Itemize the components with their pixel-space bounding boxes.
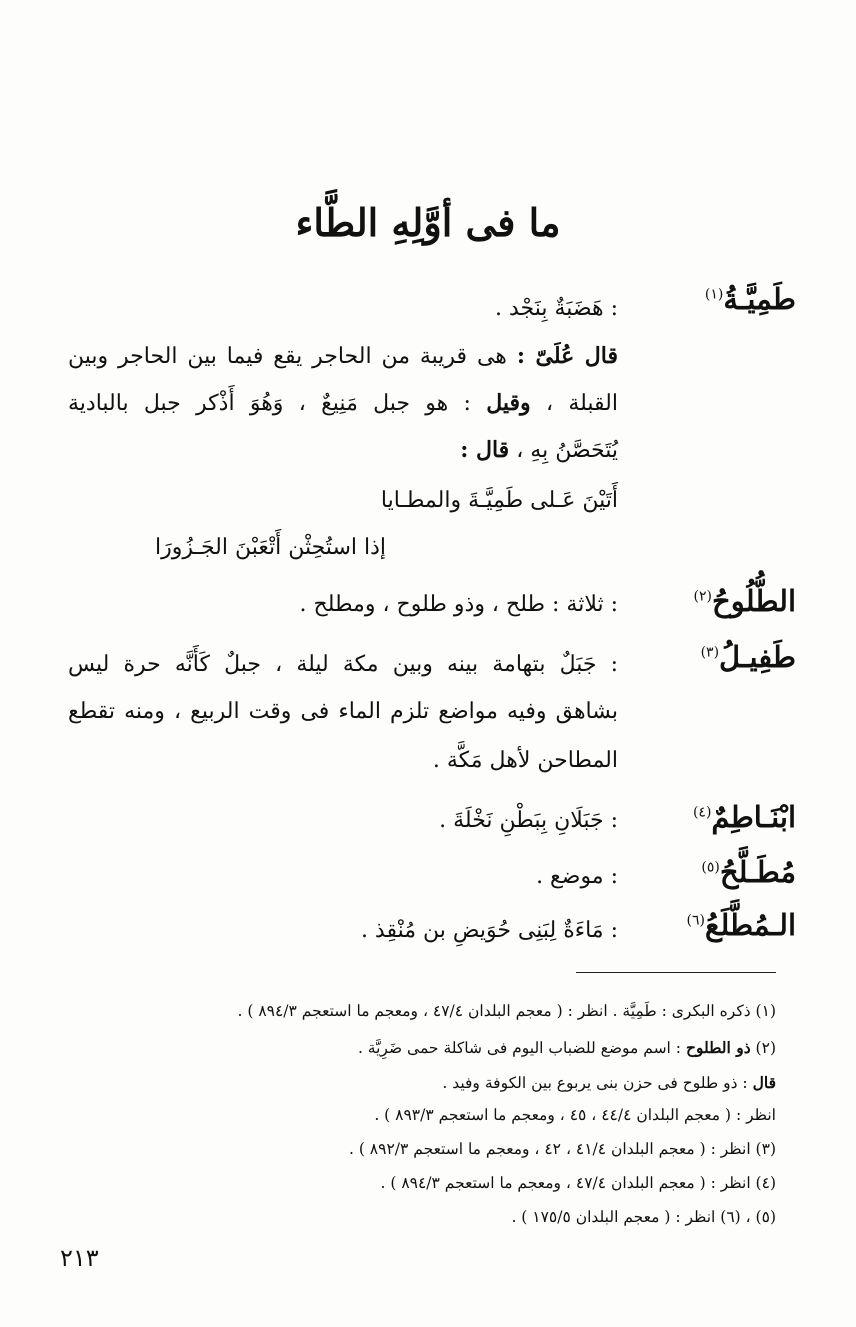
entry-text-line: المطاحن لأهل مَكَّة . bbox=[432, 748, 618, 773]
verse-hemistich-1: أَتَيْنَ عَـلى طَمِيَّـةَ والمطـايا bbox=[380, 488, 618, 513]
entry-text-line: القبلة ، وقيل : هو جبل مَنِيعٌ ، وَهُوَ أَذْكر جبل بالبادية bbox=[68, 390, 619, 416]
footnote-ref: (٤) bbox=[692, 804, 712, 821]
footnote-ref: (٢) bbox=[693, 588, 713, 605]
entry-text-line: قال عُلَىّ : هى قريبة من الحاجر يقع فيما بين الحاجر وبين bbox=[68, 343, 618, 369]
entry-headword: ابْنَـاطِمٌ$^{(٤)}$ bbox=[692, 800, 796, 834]
footnote-2-ref: انظر : ( معجم البلدان ٤٤/٤ ، ٤٥ ، ومعجم ما استعجم ٨٩٣/٣ ) . bbox=[374, 1106, 776, 1124]
footnote-2-cont: قال : ذو طلوح فى حزن بنى يربوع بين الكوفة وفيد . bbox=[442, 1073, 776, 1092]
entry-definition: : موضع . bbox=[536, 864, 618, 889]
footnote-ref: (٦) bbox=[686, 912, 706, 929]
entry-definition: : مَاءَةٌ لِبَنِى حُوَيضِ بن مُنْقِذ . bbox=[360, 918, 618, 943]
entry-text-line: يُتَحَصَّنُ بِهِ ، قال : bbox=[460, 437, 618, 463]
entry-text-line: : جَبَلٌ بتهامة بينه وبين مكة ليلة ، جبلٌ كَأَنَّه حرة ليس bbox=[68, 652, 618, 677]
entry-definition: : ثلاثة : طلح ، وذو طلوح ، ومطلح . bbox=[299, 592, 618, 617]
chapter-title: ما فى أوَّلِهِ الطَّاء bbox=[295, 200, 561, 245]
entry-definition: : جَبَلَانِ بِبَطْنِ نَخْلَةَ . bbox=[439, 808, 618, 833]
entry-headword: الـمُطَّلَعُ$^{(٦)}$ bbox=[686, 908, 796, 942]
footnote-ref: (٥) bbox=[701, 859, 720, 876]
entry-headword: مُطَـلَّحُ$^{(٥)}$ bbox=[701, 855, 796, 889]
entry-headword: الطُّلُوحُ$^{(٢)}$ bbox=[693, 584, 796, 618]
footnote-divider bbox=[576, 972, 776, 973]
footnote-2: (٢) ذو الطلوح : اسم موضع للضباب اليوم فى شاكلة حمى ضَرِيَّة . bbox=[357, 1038, 776, 1057]
footnote-4: (٤) انظر : ( معجم البلدان ٤٧/٤ ، ومعجم ما استعجم ٨٩٤/٣ ) . bbox=[380, 1174, 776, 1192]
entry-definition: : هَضَبَةٌ بِنَجْد . bbox=[494, 296, 618, 321]
entry-text-line: بشاهق وفيه مواضع تلزم الماء فى وقت الربيع ، ومنه تقطع bbox=[68, 699, 618, 724]
page-number: ٢١٣ bbox=[60, 1244, 99, 1272]
footnote-1: (١) ذكره البكرى : طَمِيَّة . انظر : ( معجم البلدان ٤٧/٤ ، ومعجم ما استعجم ٨٩٤/٣ ) . bbox=[237, 1002, 776, 1020]
verse-hemistich-2: إذا استُحِثْن أَتْعَبْنَ الجَـزُورَا bbox=[155, 535, 386, 560]
entry-headword: طَفِيـلُ$^{(٣)}$ bbox=[700, 640, 796, 674]
footnote-ref: (٣) bbox=[700, 644, 720, 661]
footnote-ref: (١) bbox=[704, 286, 724, 303]
footnote-3: (٣) انظر : ( معجم البلدان ٤١/٤ ، ٤٢ ، ومعجم ما استعجم ٨٩٢/٣ ) . bbox=[348, 1140, 776, 1158]
entry-headword: طَمِيَّـةُ$^{(١)}$ bbox=[704, 282, 796, 316]
footnote-5-6: (٥) ، (٦) انظر : ( معجم البلدان ١٧٥/٥ ) . bbox=[511, 1208, 776, 1226]
